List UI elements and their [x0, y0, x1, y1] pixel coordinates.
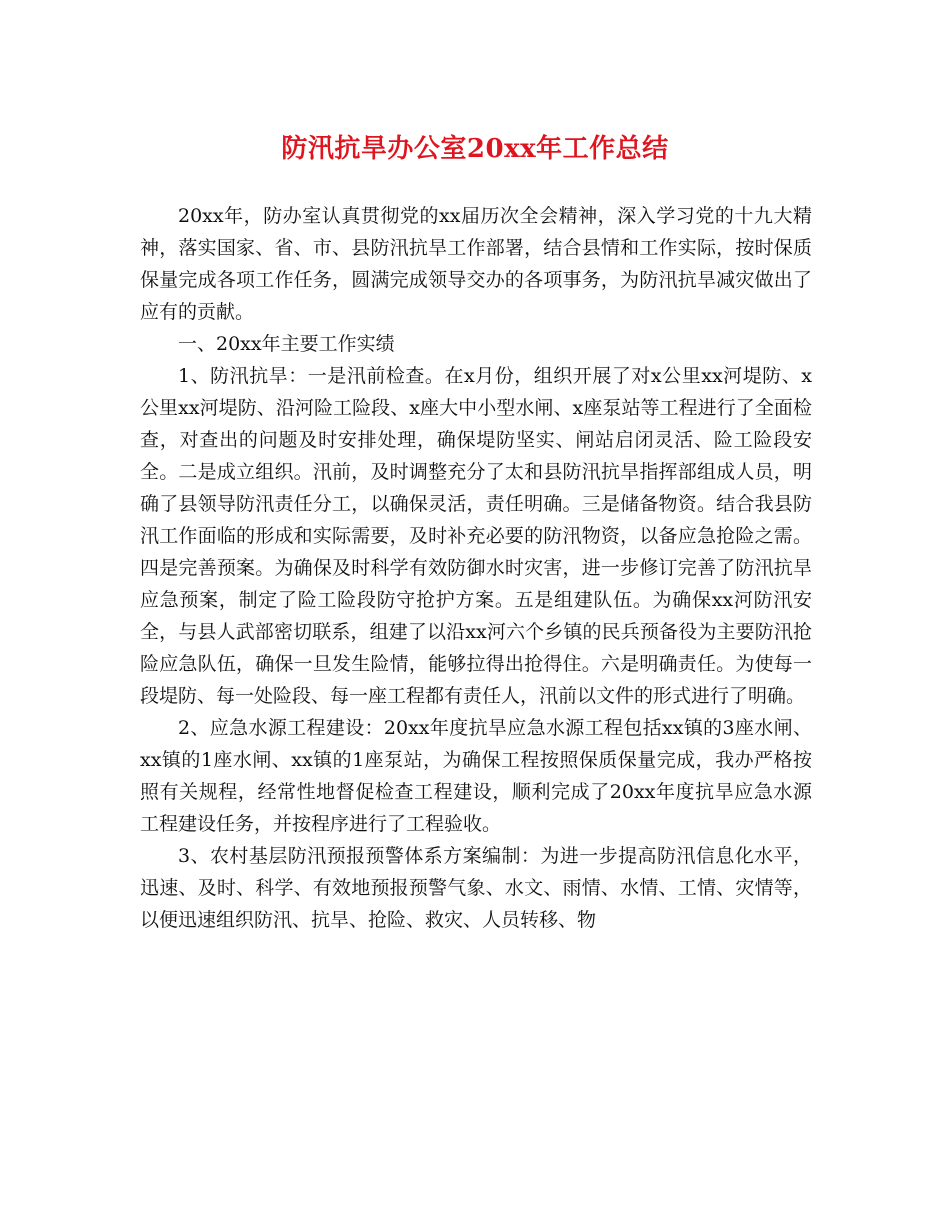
section-heading: 一、20xx年主要工作实绩 — [178, 333, 395, 355]
document-title: 防汛抗旱办公室20xx年工作总结 — [281, 134, 669, 164]
paragraph-flood-drought: 1、防汛抗旱：一是汛前检查。在x月份，组织开展了对x公里xx河堤防、x公里xx河堤防、沿河险工险段、x座大中小型水闸、x座泵站等工程进行了全面检查，对查出的问题及时安排处理，确保堤防坚实、闸站启闭灵活、险工险段安全。二是成立组织。汛前，及时调整充分了太和县防汛抗旱指挥部组成人员，明确了县领导防汛责任分工，以确保灵活，责任明确。三是储备物资。结合我县防汛工作面临的形成和实际需要，及时补充必要的防汛物资，以备应急抢险之需。四是完善预案。为确保及时科学有效防御水时灾害，进一步修订完善了防汛抗旱应急预案，制定了险工险段防守抢护方案。五是组建队伍。为确保xx河防汛安全，与县人武部密切联系，组建了以沿xx河六个乡镇的民兵预备役为主要防汛抢险应急队伍，确保一旦发生险情，能够拉得出抢得住。六是明确责任。为使每一段堤防、每一处险段、每一座工程都有责任人，汛前以文件的形式进行了明确。 — [140, 365, 812, 707]
paragraph-emergency-water-source: 2、应急水源工程建设：20xx年度抗旱应急水源工程包括xx镇的3座水闸、xx镇的1座水闸、xx镇的1座泵站，为确保工程按照保质保量完成，我办严格按照有关规程，经常性地督促检查工程建设，顺利完成了20xx年度抗旱应急水源工程建设任务，并按程序进行了工程验收。 — [140, 717, 812, 835]
paragraph-warning-system: 3、农村基层防汛预报预警体系方案编制：为进一步提高防汛信息化水平，迅速、及时、科学、有效地预报预警气象、水文、雨情、水情、工情、灾情等，以便迅速组织防汛、抗旱、抢险、救灾、人员转移、物 — [140, 845, 812, 931]
document-body — [140, 200, 812, 936]
paragraph-intro: 20xx年，防办室认真贯彻党的xx届历次全会精神，深入学习党的十九大精神，落实国家、省、市、县防汛抗旱工作部署，结合县情和工作实际，按时保质保量完成各项工作任务，圆满完成领导交办的各项事务，为防汛抗旱减灾做出了应有的贡献。 — [140, 205, 812, 323]
